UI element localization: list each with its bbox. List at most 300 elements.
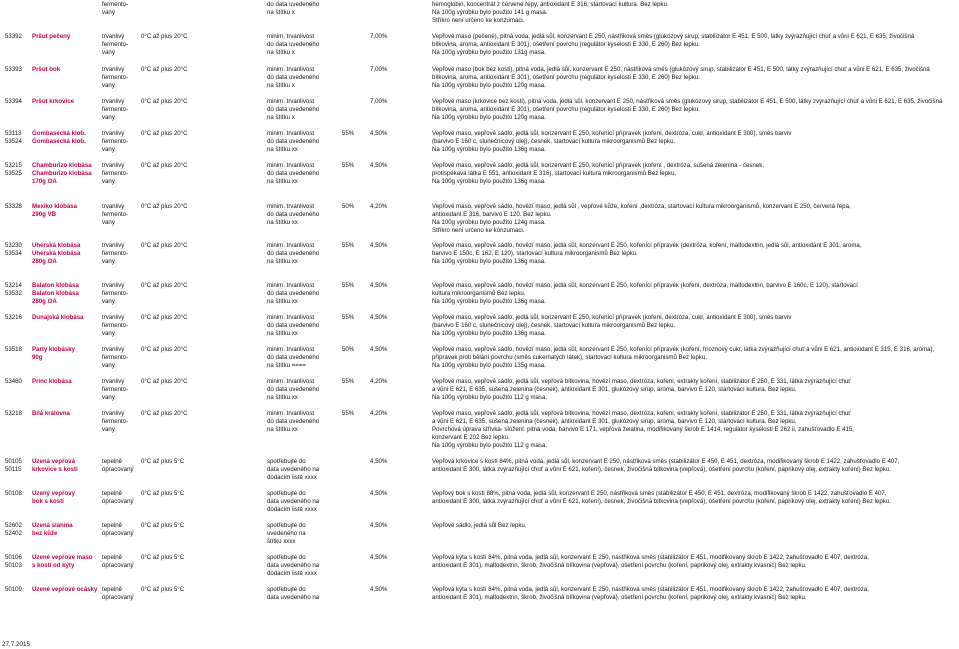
salt-content: 4,50%: [370, 162, 388, 169]
table-row: [0, 258, 959, 266]
ingredients-text: Na 100g výrobku bylo použito 112 g masa.: [432, 394, 548, 401]
product-type: opracovaný: [102, 594, 134, 601]
product-type: trvanlivý: [102, 66, 125, 73]
product-type: fermento-: [102, 386, 129, 393]
ingredients-text: bílkovina, aroma, antioxidant E 301), ošetření povrchu (regulátor kyselosti E 330, E 260) Bez lepku.: [432, 74, 700, 81]
table-row: [0, 434, 959, 442]
ingredients-text: Na 100g výrobku bylo použito 120g masa.: [432, 82, 546, 89]
table-row: [0, 49, 959, 57]
product-code: 50115: [5, 466, 22, 473]
shelf-life: minim. trvanlivost: [267, 346, 315, 353]
ingredients-text: antioxidant E 300, látka zvýrazňující chuť a vůni E 621, koření), česnek, živočišná bílkovina (vepřová), ošetření povrchu (koření, paprikový olej, extrakty koření) Bez lepku.: [432, 466, 891, 473]
product-code: 53394: [5, 98, 22, 105]
product-type: trvanlivý: [102, 162, 125, 169]
ingredients-text: Stříkro není určeno ke konzumaci.: [432, 17, 525, 24]
shelf-life: minim. trvanlivost: [267, 203, 315, 210]
shelf-life: data uvedeného na: [267, 562, 320, 569]
shelf-life: minim. trvanlivost: [267, 162, 315, 169]
table-row: [0, 250, 959, 258]
salt-content: 4,50%: [370, 490, 388, 497]
product-code: 50108: [5, 490, 22, 497]
product-type: trvanlivý: [102, 242, 125, 249]
shelf-life: do data uvedeného: [267, 138, 320, 145]
product-type: trvanlivý: [102, 33, 125, 40]
storage-temperature: 0°C až plus 20°C: [141, 378, 188, 385]
product-type: trvanlivý: [102, 282, 125, 289]
table-row: [0, 418, 959, 426]
ingredients-text: Na 100g výrobku bylo použito 136g masa.: [432, 330, 546, 337]
product-code: 53534: [5, 250, 22, 257]
storage-temperature: 0°C až plus 5°C: [141, 554, 185, 561]
product-code: 53525: [5, 170, 22, 177]
meat-content: 50%: [342, 346, 355, 353]
meat-content: 55%: [342, 242, 355, 249]
salt-content: 7,00%: [370, 33, 388, 40]
ingredients-text: Na 100g výrobku bylo použito 112 g masa.: [432, 442, 548, 449]
storage-temperature: 0°C až plus 20°C: [141, 162, 188, 169]
table-row: [0, 330, 959, 338]
ingredients-text: (barvivo E 160 c, slunečnicový olej), česnek, startovací kultura mikroorganismů Bez lepku.: [432, 138, 676, 145]
table-row: [0, 211, 959, 219]
product-name: Gombasecká klob.: [32, 138, 86, 145]
product-name: Uzený vepřový: [32, 490, 76, 497]
shelf-life: do data uvedeného: [267, 211, 320, 218]
table-row: [0, 442, 959, 450]
product-type: vaný: [102, 330, 115, 337]
meat-content: 55%: [342, 410, 355, 417]
storage-temperature: 0°C až plus 20°C: [141, 314, 188, 321]
product-type: trvanlivý: [102, 346, 125, 353]
shelf-life: minim. trvanlivost: [267, 66, 315, 73]
product-type: fermento-: [102, 211, 129, 218]
ingredients-text: Na 100g výrobku bylo použito 124g masa.: [432, 219, 546, 226]
shelf-life: do data uvedeného: [267, 170, 320, 177]
product-name: 290g VB: [32, 211, 57, 218]
ingredients-text: Vepřové maso, vepřové sádlo, jedlá sůl, vepřová bílkovina, hovězí maso, dextróza, koření, extrakty koření, stabilizátor E 250, E 331, látka zvýrazňující chuť: [432, 410, 851, 417]
table-row: [0, 570, 959, 578]
table-row: [0, 282, 959, 290]
shelf-life: na štítku xx: [267, 219, 298, 226]
product-type: vaný: [102, 219, 115, 226]
product-type: trvanlivý: [102, 314, 125, 321]
storage-temperature: 0°C až plus 20°C: [141, 410, 188, 417]
product-type: vaný: [102, 298, 115, 305]
product-type: fermento-: [102, 74, 129, 81]
shelf-life: na štítku x: [267, 114, 295, 121]
product-code: 53215: [5, 162, 22, 169]
product-code: 53216: [5, 314, 22, 321]
product-type: trvanlivý: [102, 98, 125, 105]
table-row: [0, 458, 959, 466]
ingredients-text: kultura mikroorganismů Bez lepku.: [432, 290, 526, 297]
shelf-life: na štítku xx: [267, 330, 298, 337]
product-type: fermento-: [102, 1, 129, 8]
table-row: [0, 586, 959, 594]
table-row: [0, 522, 959, 530]
table-row: [0, 386, 959, 394]
storage-temperature: 0°C až plus 20°C: [141, 242, 188, 249]
product-type: vaný: [102, 9, 115, 16]
product-type: fermento-: [102, 41, 129, 48]
ingredients-text: Vepřové maso (bok bez kosti), pitná voda, jedlá sůl, konzervant E 250, nástřiková směs (glukózový sirup, stabilizátor E 451, E 500, látky zvýrazňující chuť a vůni E 621, E 635, živočišná: [432, 66, 930, 73]
ingredients-text: antioxidant E 316, barvivo E 120. Bez lepku.: [432, 211, 552, 218]
storage-temperature: 0°C až plus 5°C: [141, 586, 185, 593]
shelf-life: do data uvedeného: [267, 1, 320, 8]
salt-content: 4,50%: [370, 522, 388, 529]
table-row: [0, 114, 959, 122]
ingredients-text: Na 100g výrobku bylo použito 136g masa.: [432, 178, 546, 185]
ingredients-text: antioxidant E 301), maltodextrin, škrob, živočišná bílkovina (vepřová), ošetření povrchu (koření, paprikový olej, extrakty kvasnic) Bez lepku.: [432, 562, 807, 569]
shelf-life: na štítku ====: [267, 362, 306, 369]
ingredients-text: Na 100g výrobku bylo použito 131g masa.: [432, 49, 546, 56]
salt-content: 4,50%: [370, 130, 388, 137]
product-name: 90g: [32, 354, 43, 361]
salt-content: 7,00%: [370, 66, 388, 73]
product-code: 53524: [5, 138, 22, 145]
shelf-life: do data uvedeného: [267, 386, 320, 393]
salt-content: 4,20%: [370, 410, 388, 417]
product-type: tepelně: [102, 490, 122, 497]
product-type: opracovaný: [102, 562, 134, 569]
storage-temperature: 0°C až plus 20°C: [141, 203, 188, 210]
shelf-life: minim. trvanlivost: [267, 242, 315, 249]
product-type: trvanlivý: [102, 130, 125, 137]
storage-temperature: 0°C až plus 5°C: [141, 522, 185, 529]
product-name: bok s kostí: [32, 498, 64, 505]
shelf-life: do data uvedeného: [267, 106, 320, 113]
shelf-life: spotřebujte do: [267, 586, 306, 593]
ingredients-text: Vepřová kýta s kostí 84%, pitná voda, jedlá sůl, konzervant E 250, nástřiková směs (stabilizátor E 451, modifikovaný škrob E 1422, zahušťovadlo E 407, dextróza,: [432, 586, 869, 593]
product-type: tepelně: [102, 586, 122, 593]
product-type: opracovaný: [102, 498, 134, 505]
shelf-life: na štítku x: [267, 9, 295, 16]
meat-content: 55%: [342, 162, 355, 169]
shelf-life: na štítku xx: [267, 178, 298, 185]
ingredients-text: Na 100g výrobku bylo použito 120g masa.: [432, 114, 546, 121]
product-name: Uzená vepřová: [32, 458, 76, 465]
storage-temperature: 0°C až plus 20°C: [141, 130, 188, 137]
shelf-life: minim. trvanlivost: [267, 282, 315, 289]
ingredients-text: Vepřové maso, vepřové sádlo, hovězí maso, jedlá sůl, konzervant E 250, kořenící přípravek (koření, hroznový cukr, látka zvýrazňující chuť a vůni E 621, antioxidant E 315, E 316, aroma),: [432, 346, 935, 353]
table-row: [0, 66, 959, 74]
table-row: [0, 1, 959, 9]
ingredients-text: Na 100g výrobku bylo použito 141 g masa.: [432, 9, 548, 16]
product-type: trvanlivý: [102, 203, 125, 210]
ingredients-text: Povrchová úprava střívka- složení: pitná voda, barvivo E 171, vepřová želatina, modifikovaný škrob E 1414, regulátor kyselosti E 262 ii, zahušťovadlo E 415,: [432, 426, 854, 433]
ingredients-text: Vepřové maso (krkovice bez kosti), pitná voda, jedlá sůl, konzervant E 250, nástřiková směs (glukózový sirup, stabilizátor E 451, E 500, látky zvýrazňující chuť a vůni E 621, E 635, živočišná: [432, 98, 943, 105]
product-type: fermento-: [102, 138, 129, 145]
product-code: 50106: [5, 554, 22, 561]
table-row: [0, 346, 959, 354]
product-code: 52602: [5, 522, 22, 529]
table-row: [0, 394, 959, 402]
ingredients-text: Vepřová kýta s kostí 84%, pitná voda, jedlá sůl, konzervant E 250, nástřiková směs (stabilizátor E 451, modifikovaný škrob E 1422, zahušťovadlo E 407, dextróza,: [432, 554, 869, 561]
ingredients-text: Stříkro není určeno ke konzumaci.: [432, 227, 525, 234]
product-name: Uherská klobása: [32, 250, 81, 257]
salt-content: 4,50%: [370, 586, 388, 593]
table-row: [0, 203, 959, 211]
storage-temperature: 0°C až plus 20°C: [141, 66, 188, 73]
salt-content: 4,50%: [370, 282, 388, 289]
ingredients-text: Vepřový bok s kostí 88%, pitná voda, jedlá sůl, konzervant E 250, nástřiková směs (stabilizátor E 450, E 451, dextróza, modifikovaný škrob E 1422, zahušťovadlo E 407,: [432, 490, 887, 497]
product-type: tepelně: [102, 554, 122, 561]
product-code: 52402: [5, 530, 22, 537]
salt-content: 4,50%: [370, 554, 388, 561]
product-name: Princ klobása: [32, 378, 72, 385]
meat-content: 55%: [342, 130, 355, 137]
shelf-life: minim. trvanlivost: [267, 378, 315, 385]
product-code: 53393: [5, 66, 22, 73]
product-code: 53518: [5, 346, 22, 353]
shelf-life: dodacím listě xxxx: [267, 570, 317, 577]
ingredients-text: konzervant E 202 Bez lepku.: [432, 434, 510, 441]
product-name: Uzené vepřové ocásky: [32, 586, 98, 593]
product-type: fermento-: [102, 170, 129, 177]
table-row: [0, 474, 959, 482]
shelf-life: na štítku x: [267, 82, 295, 89]
product-code: 53214: [5, 282, 22, 289]
shelf-life: do data uvedeného: [267, 41, 320, 48]
table-row: [0, 98, 959, 106]
ingredients-text: protispékavá látka E 551, antioxidant E 316), startovací kultura mikroorganismů Bez lepku.: [432, 170, 677, 177]
product-type: fermento-: [102, 322, 129, 329]
ingredients-text: barvivo E 150c, E 162, E 120), startovací kultura mikroorganismů Bez lepku.: [432, 250, 638, 257]
table-row: [0, 298, 959, 306]
table-row: [0, 138, 959, 146]
table-row: [0, 362, 959, 370]
shelf-life: na štítku xx: [267, 146, 298, 153]
product-type: fermento-: [102, 250, 129, 257]
meat-content: 55%: [342, 378, 355, 385]
table-row: [0, 594, 959, 602]
storage-temperature: 0°C až plus 20°C: [141, 33, 188, 40]
ingredients-text: Vepřové maso, vepřové sádlo, hovězí maso, jedlá sůl , vepřové kůže, koření ,dextróza, startovací kultura mikroorganismů, konzervant E 250, červená řepa,: [432, 203, 851, 210]
table-row: [0, 170, 959, 178]
product-name: Gombasecká klob.: [32, 130, 86, 137]
ingredients-text: Na 100g výrobku bylo použito 136g masa.: [432, 298, 546, 305]
shelf-life: do data uvedeného: [267, 354, 320, 361]
product-name: Uzená slanina: [32, 522, 73, 529]
ingredients-text: (barvivo E 160 c, slunečnicový olej), česnek, startovací kultura mikroorganismů Bez lepku.: [432, 322, 676, 329]
product-code: 50105: [5, 458, 22, 465]
shelf-life: štítku xxxx: [267, 538, 296, 545]
ingredients-text: přípravek proti bělání povrchu (směs cukernatých látek), startovací kultura mikroorganismů Bez lepku.: [432, 354, 708, 361]
shelf-life: na štítku xx: [267, 426, 298, 433]
ingredients-text: Vepřové maso (pečené), pitná voda, jedlá sůl, konzervant E 250, nástřiková směs (glukózový sirup, stabilizátor E 451, E 500, látky zvýrazňující chuť a vůni E 621, E 635, živočišná: [432, 33, 915, 40]
shelf-life: data uvedeného na: [267, 498, 320, 505]
ingredients-text: Vepřové maso, vepřové sádlo, jedlá sůl, konzervant E 250, kořenící přípravek (koření, dextróza, cukr, antioxidant E 300), směs barviv: [432, 314, 792, 321]
product-code: 53532: [5, 290, 22, 297]
shelf-life: minim. trvanlivost: [267, 410, 315, 417]
table-row: [0, 130, 959, 138]
table-row: [0, 146, 959, 154]
table-row: [0, 322, 959, 330]
product-type: vaný: [102, 426, 115, 433]
shelf-life: do data uvedeného: [267, 418, 320, 425]
shelf-life: data uvedeného na: [267, 466, 320, 473]
table-row: [0, 466, 959, 474]
shelf-life: do data uvedeného: [267, 322, 320, 329]
ingredients-text: Na 100g výrobku bylo použito 135g masa.: [432, 362, 546, 369]
product-type: fermento-: [102, 418, 129, 425]
ingredients-text: Na 100g výrobku bylo použito 136g masa.: [432, 258, 546, 265]
product-type: vaný: [102, 178, 115, 185]
storage-temperature: 0°C až plus 20°C: [141, 346, 188, 353]
product-name: s kostí od kýty: [32, 562, 75, 569]
product-name: Uzené vepřové maso: [32, 554, 93, 561]
ingredients-text: hemoglobin, koncentrát z červené řepy, antioxidant E 316, startovací kultura. Bez lepku.: [432, 1, 669, 8]
shelf-life: na štítku x: [267, 49, 295, 56]
ingredients-text: antioxidant E 301), maltodextrin, škrob, živočišná bílkovina (vepřová), ošetření povrchu (koření, paprikový olej, extrakty kvasnic) Bez lepku.: [432, 594, 807, 601]
table-row: [0, 227, 959, 235]
product-type: opracovaný: [102, 466, 134, 473]
product-name: Pršut pečený: [32, 33, 71, 40]
ingredients-text: a vůni E 621, E 635, sušená zelenina (česnek), antioxidant E 301, glukózový sirup, aroma, barvivo E 120, startovací kultura. Bez lepku.: [432, 386, 797, 393]
shelf-life: na štítku xx: [267, 258, 298, 265]
shelf-life: minim. trvanlivost: [267, 33, 315, 40]
ingredients-text: a vůni E 621, E 635, sušená zelenina (česnek), antioxidant E 301, glukózový sirup, aroma, barvivo E 120, startovací kultura. Bez lepku.: [432, 418, 797, 425]
product-type: vaný: [102, 394, 115, 401]
salt-content: 4,20%: [370, 203, 388, 210]
shelf-life: dodacím listě xxxx: [267, 506, 317, 513]
table-row: [0, 314, 959, 322]
product-name: Balaton klobása: [32, 282, 79, 289]
table-row: [0, 498, 959, 506]
product-name: Chamburizo klobása: [32, 162, 92, 169]
shelf-life: minim. trvanlivost: [267, 98, 315, 105]
ingredients-text: bílkovina, aroma, antioxidant E 301), ošetření povrchu (regulátor kyselosti E 330, E 260) Bez lepku.: [432, 41, 700, 48]
product-name: 170g OA: [32, 178, 57, 185]
storage-temperature: 0°C až plus 5°C: [141, 490, 185, 497]
ingredients-text: Vepřové maso, vepřové sádlo, jedlá sůl, konzervant E 250, kořenící přípravek (koření, dextróza, cukr, antioxidant E 300), směs barviv: [432, 130, 792, 137]
product-type: fermento-: [102, 106, 129, 113]
ingredients-text: Vepřové maso, vepřové sádlo, jedlá sůl, vepřová bílkovina, hovězí maso, dextróza, koření, extrakty koření, stabilizátor E 250, E 331, látka zvýrazňující chuť: [432, 378, 851, 385]
table-row: [0, 562, 959, 570]
storage-temperature: 0°C až plus 20°C: [141, 98, 188, 105]
product-code: 53230: [5, 242, 22, 249]
shelf-life: dodacím listě xxxx: [267, 474, 317, 481]
product-name: krkovice s kostí: [32, 466, 78, 473]
salt-content: 4,50%: [370, 346, 388, 353]
product-code: 53218: [5, 410, 22, 417]
product-name: Pršut krkovice: [32, 98, 75, 105]
shelf-life: data uvedeného na: [267, 594, 320, 601]
salt-content: 7,00%: [370, 98, 388, 105]
ingredients-text: Vepřové maso, vepřové sádlo, hovězí maso, jedlá sůl, konzervant E 250, kořenící přípravek (koření, dextróza, maltodextrin, barvivo E 160c, E 120), startovací: [432, 282, 858, 289]
shelf-life: minim. trvanlivost: [267, 130, 315, 137]
ingredients-text: Vepřové maso, vepřové sádlo, jedlá sůl, konzervant E 250, kořenící přípravek (koření , dextróza, sušená zelenina - česnek,: [432, 162, 764, 169]
product-type: trvanlivý: [102, 378, 125, 385]
table-row: [0, 242, 959, 250]
table-row: [0, 378, 959, 386]
product-code: 53460: [5, 378, 22, 385]
shelf-life: do data uvedeného: [267, 250, 320, 257]
shelf-life: spotřebujte do: [267, 554, 306, 561]
product-code: 50109: [5, 586, 22, 593]
shelf-life: na štítku xx: [267, 394, 298, 401]
product-type: vaný: [102, 146, 115, 153]
ingredients-text: Na 100g výrobku bylo použito 136g masa.: [432, 146, 546, 153]
table-row: [0, 178, 959, 186]
product-name: Party klobásky: [32, 346, 76, 353]
product-type: vaný: [102, 114, 115, 121]
storage-temperature: 0°C až plus 20°C: [141, 282, 188, 289]
product-type: opracovaný: [102, 530, 134, 537]
table-row: [0, 554, 959, 562]
product-code: 53328: [5, 203, 22, 210]
product-name: 280g OA: [32, 258, 57, 265]
product-type: tepelně: [102, 522, 122, 529]
product-name: Balaton klobása: [32, 290, 79, 297]
ingredients-text: Vepřová krkovice s kostí 84%, pitná voda, jedlá sůl, konzervant E 250, nástřiková směs (stabilizátor E 450, E 451, dextróza, modifikovaný škrob E 1422, zahušťovadlo E 407,: [432, 458, 900, 465]
shelf-life: spotřebujte do: [267, 458, 306, 465]
table-row: [0, 82, 959, 90]
ingredients-text: antioxidant E 300, látka zvýrazňující chuť a vůni E 621, koření), česnek, živočišná bílkovina (vepřová), ošetření povrchu (koření, paprikový olej, extrakty koření) Bez lepku.: [432, 498, 891, 505]
table-row: [0, 506, 959, 514]
product-type: tepelně: [102, 458, 122, 465]
table-row: [0, 41, 959, 49]
table-row: [0, 106, 959, 114]
meat-content: 50%: [342, 203, 355, 210]
product-code: 53113: [5, 130, 22, 137]
shelf-life: spotřebujte do: [267, 490, 306, 497]
storage-temperature: 0°C až plus 5°C: [141, 458, 185, 465]
table-row: [0, 162, 959, 170]
table-row: [0, 530, 959, 538]
salt-content: 4,20%: [370, 378, 388, 385]
salt-content: 4,50%: [370, 314, 388, 321]
table-row: [0, 33, 959, 41]
product-type: vaný: [102, 362, 115, 369]
table-row: [0, 410, 959, 418]
product-name: Bílá královna: [32, 410, 70, 417]
meat-content: 55%: [342, 314, 355, 321]
table-row: [0, 74, 959, 82]
ingredients-text: Vepřové sádlo, jedlá sůl Bez lepku.: [432, 522, 527, 529]
product-name: 280g OA: [32, 298, 57, 305]
product-name: Chamburizo klobása: [32, 170, 92, 177]
product-type: fermento-: [102, 354, 129, 361]
product-name: Mexiko klobása: [32, 203, 78, 210]
product-name: Pršut bok: [32, 66, 61, 73]
product-code: 53392: [5, 33, 22, 40]
product-type: vaný: [102, 49, 115, 56]
table-row: [0, 354, 959, 362]
table-row: [0, 9, 959, 17]
meat-content: 55%: [342, 282, 355, 289]
product-type: vaný: [102, 82, 115, 89]
product-type: fermento-: [102, 290, 129, 297]
ingredients-text: bílkovina, aroma, antioxidant E 301), ošetření povrchu (regulátor kyselosti E 330, E 260) Bez lepku.: [432, 106, 700, 113]
shelf-life: do data uvedeného: [267, 74, 320, 81]
salt-content: 4,50%: [370, 458, 388, 465]
table-row: [0, 17, 959, 25]
table-row: [0, 538, 959, 546]
shelf-life: do data uvedeného: [267, 290, 320, 297]
table-row: [0, 490, 959, 498]
print-date: 27.7.2015: [2, 641, 31, 648]
product-type: trvanlivý: [102, 410, 125, 417]
table-row: [0, 290, 959, 298]
product-name: bez kůže: [32, 530, 58, 537]
product-name: Dunajská klobása: [32, 314, 84, 321]
shelf-life: minim. trvanlivost: [267, 314, 315, 321]
product-type: vaný: [102, 258, 115, 265]
shelf-life: na štítku xx: [267, 298, 298, 305]
product-name: Uherská klobása: [32, 242, 81, 249]
table-row: [0, 219, 959, 227]
salt-content: 4,50%: [370, 242, 388, 249]
